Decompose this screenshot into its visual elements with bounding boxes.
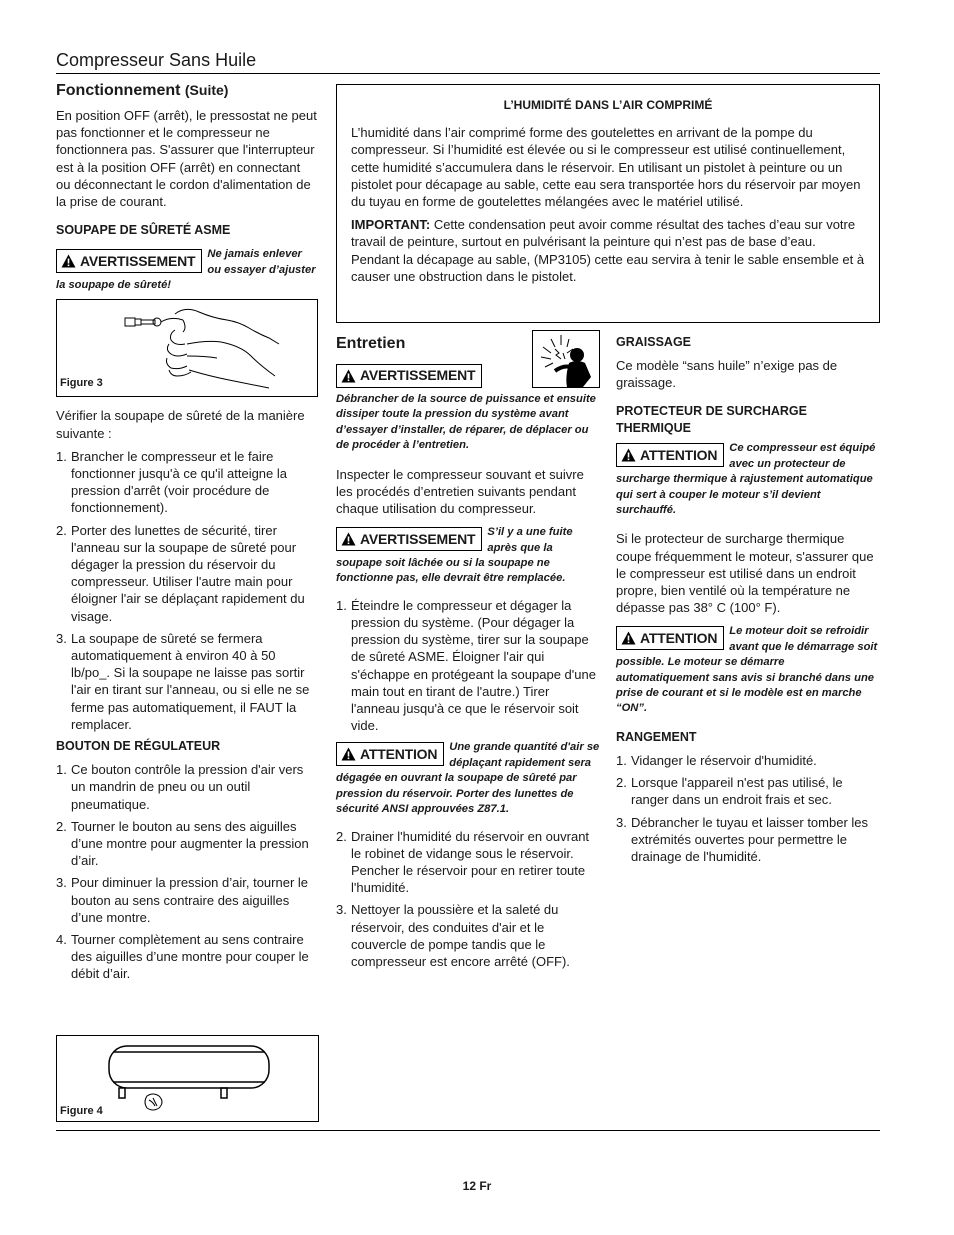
caution-badge (616, 626, 724, 650)
warning-triangle-icon (61, 254, 76, 268)
right-column (616, 334, 880, 870)
list-item (56, 874, 318, 926)
step-number: 3. (56, 630, 67, 646)
maintenance-steps-list (336, 597, 600, 735)
step-text: Brancher le compresseur et le faire fonctionner jusqu'à ce qu'il atteigne la pression d'arrêt (voir procédure de fonctionnement). (71, 448, 287, 516)
check-steps-list (56, 448, 318, 733)
list-item (56, 448, 318, 517)
caution-badge (616, 443, 724, 467)
box-title: L’HUMIDITÉ DANS L’AIR COMPRIMÉ (503, 98, 713, 112)
valve-warning (336, 525, 600, 587)
list-item (616, 814, 880, 866)
step-text: Vidanger le réservoir d'humidité. (631, 752, 817, 768)
figure-3 (56, 299, 318, 397)
maintenance-steps-list-2 (336, 828, 600, 971)
step-number: 3. (56, 875, 67, 891)
warning-triangle-icon (341, 532, 356, 546)
step-number: 1. (616, 752, 627, 768)
warning-badge-label: AVERTISSEMENT (360, 367, 476, 384)
caution-text: Le moteur doit se refroidir avant que le démarrage soit possible. Le moteur se démarre automatiquement sans avis si branché dans une prise de courant et si le modèle est en marche “ON”. (616, 625, 878, 715)
warning-triangle-icon (341, 369, 356, 383)
maintenance-intro: Inspecter le compresseur souvant et suivre les procédés d’entretien suivants pendant chaque utilisation du compresseur. (336, 466, 584, 517)
step-text: Porter des lunettes de sécurité, tirer l'anneau sur la soupape de sûreté pour dégager la pression du réservoir du compresseur. Utiliser l'autre main pour éloigner l'air se déplaçant rapidement du visage. (71, 522, 305, 624)
step-text: Lorsque l'appareil n'est pas utilisé, le ranger dans un endroit frais et sec. (631, 775, 843, 808)
caution-text: Ce compresseur est équipé avec un protecteur de surcharge thermique à rajustement automatique qui sert à couper le moteur s’il devient surchauffé. (616, 442, 876, 517)
storage-title: RANGEMENT (616, 729, 697, 744)
footer-divider (56, 1130, 880, 1131)
regulator-steps-list (56, 761, 318, 982)
section-title-maintenance: Entretien (336, 335, 406, 352)
list-item (336, 901, 600, 970)
warning-badge-label: AVERTISSEMENT (360, 530, 476, 547)
grease-title: GRAISSAGE (616, 335, 692, 349)
step-number: 3. (336, 902, 347, 918)
box-paragraph: L’humidité dans l’air comprimé forme des goutelettes en arrivant de la pompe du compresseur. Si l’humidité est élevée ou si le compresseur est utilisé continuellement, cette humidité s’accumulera dans le réservoir. En utilisant un pistolet à peinture ou un pistolet pour décapage au sable, cette eau sera transportée hors du réservoir par moyen du tuyau en forme de goutelettes mélangées avec le matériel utilisé. (351, 125, 861, 210)
list-item (616, 752, 880, 769)
left-column (56, 80, 318, 988)
cooling-caution (616, 624, 880, 716)
check-intro: Vérifier la soupape de sûreté de la manière suivante : (56, 408, 305, 441)
step-number: 1. (56, 448, 67, 464)
warning-text: S’il y a une fuite après que la soupape soit lâchée ou si la soupape ne fonctionne pas, elle devrait être remplacée. (336, 526, 573, 585)
list-item (56, 761, 318, 813)
figure-caption: Figure 4 (60, 1105, 103, 1117)
step-text: Débrancher le tuyau et laisser tomber les extrémités ouvertes pour permettre le drainage de l'humidité. (631, 814, 869, 864)
step-number: 3. (616, 814, 627, 830)
list-item (56, 931, 318, 983)
important-label: IMPORTANT: (351, 217, 431, 233)
section-title-operation (56, 80, 318, 101)
box-important-paragraph (351, 216, 865, 285)
caution-badge-label: ATTENTION (360, 745, 438, 762)
regulator-title: BOUTON DE RÉGULATEUR (56, 739, 221, 754)
thermal-text: Si le protecteur de surcharge thermique coupe fréquemment le moteur, s'assurer que le compresseur est utilisé dans un endroit propre, bien ventilé où la température ne dépasse pas 38° C (100° F). (616, 531, 874, 616)
asme-title: SOUPAPE DE SÛRETÉ ASME (56, 223, 231, 238)
asme-warning (56, 247, 318, 293)
page-number: 12 Fr (462, 1179, 492, 1193)
step-number: 4. (56, 931, 67, 947)
step-text: Pour diminuer la pression d’air, tourner le bouton au sens contraire des aiguilles d’une montre. (71, 875, 309, 925)
step-text: Nettoyer la poussière et la saleté du réservoir, des conduites d'air et le couvercle de pompe tandis que le compresseur est encore arrêté (OFF). (351, 902, 570, 969)
caution-badge-label: ATTENTION (640, 446, 718, 463)
caution-triangle-icon (341, 747, 356, 761)
list-item (336, 597, 600, 735)
list-item (336, 828, 600, 897)
list-item (56, 522, 318, 625)
section-title-suffix: (Suite) (184, 82, 229, 98)
section-title-text: Fonctionnement (56, 82, 181, 99)
figure-caption: Figure 3 (60, 377, 103, 390)
caution-triangle-icon (621, 448, 636, 462)
step-text: Éteindre le compresseur et dégager la pression du système. (Pour dégager la pression du système, tirer sur la soupape de sûreté ASME. Éloigner l'air qui s'échappe en protégeant la soupape d'une main tout en tirant de l'autre.) Tirer l'anneau jusqu'à ce que le réservoir soit vide. (351, 597, 596, 734)
step-text: Tourner le bouton au sens des aiguilles d’une montre pour augmenter la pression d’air. (71, 818, 309, 869)
caution-text: Une grande quantité d'air se déplaçant rapidement sera dégagée en ouvrant la soupape de sûreté par pression du réservoir. Porter des lunettes de sécurité ANSI approuvées Z87.1. (336, 741, 600, 816)
step-number: 1. (336, 597, 347, 613)
step-number: 2. (336, 828, 347, 844)
step-number: 1. (56, 762, 67, 778)
grease-text: Ce modèle “sans huile” n’exige pas de graissage. (616, 358, 838, 391)
warning-badge-label: AVERTISSEMENT (80, 252, 196, 269)
thermal-caution (616, 441, 880, 518)
warning-badge (336, 364, 482, 388)
middle-column (336, 334, 600, 975)
step-number: 2. (56, 522, 67, 538)
operation-intro: En position OFF (arrêt), le pressostat ne peut pas fonctionner et le compresseur ne fonctionnera pas. S'assurer que l'interrupteur est à la position OFF (arrêt) en connectant ou déconnectant le cordon d'alimentation de la prise de courant. (56, 108, 317, 210)
step-text: Drainer l'humidité du réservoir en ouvrant le robinet de vidange sous le réservoir. Pencher le réservoir pour en retirer toute l'humidité. (351, 828, 590, 896)
page-title: Compresseur Sans Huile (56, 50, 257, 70)
moisture-info-box (336, 84, 880, 323)
warning-badge (56, 249, 202, 273)
step-number: 2. (56, 818, 67, 834)
caution-badge (336, 742, 444, 766)
caution-badge-label: ATTENTION (640, 629, 718, 646)
air-caution (336, 740, 600, 817)
list-item (616, 774, 880, 808)
step-text: Ce bouton contrôle la pression d'air vers un mandrin de pneu ou un outil pneumatique. (71, 762, 304, 812)
list-item (56, 818, 318, 870)
thermal-title: PROTECTEUR DE SURCHARGE THERMIQUE (616, 404, 807, 436)
step-text: La soupape de sûreté se fermera automatiquement à environ 40 à 50 lb/po_. Si la soupape ne laisse pas sortir l'air en tirant sur l'anneau, ou si elle ne se ferme pas automatiquement, il FAUT la remplacer. (71, 630, 310, 732)
electric-shock-icon (532, 330, 600, 388)
header-divider (56, 73, 880, 74)
warning-badge (336, 527, 482, 551)
warning-text: Ne jamais enlever ou essayer d’ajuster la soupape de sûreté! (56, 248, 316, 292)
caution-triangle-icon (621, 631, 636, 645)
figure-4 (56, 1035, 319, 1122)
step-number: 2. (616, 775, 627, 791)
storage-steps-list (616, 752, 880, 865)
step-text: Tourner complètement au sens contraire des aiguilles d’une montre pour couper le débit d’air. (71, 931, 309, 982)
list-item (56, 630, 318, 733)
important-text: Cette condensation peut avoir comme résultat des taches d’eau sur votre travail de peinture, surtout en pulvérisant la peinture qui n’est pas de base d’eau. Pendant la décapage au sable, (MP3105) cette eau servira à tenir le sable ensemble et à causer une obstruction dans le pistolet. (351, 217, 865, 284)
warning-text: Débrancher de la source de puissance et ensuite dissiper toute la pression du système avant d’essayer d’installer, de réparer, de déplacer ou de procéder à l’entretien. (336, 393, 596, 452)
